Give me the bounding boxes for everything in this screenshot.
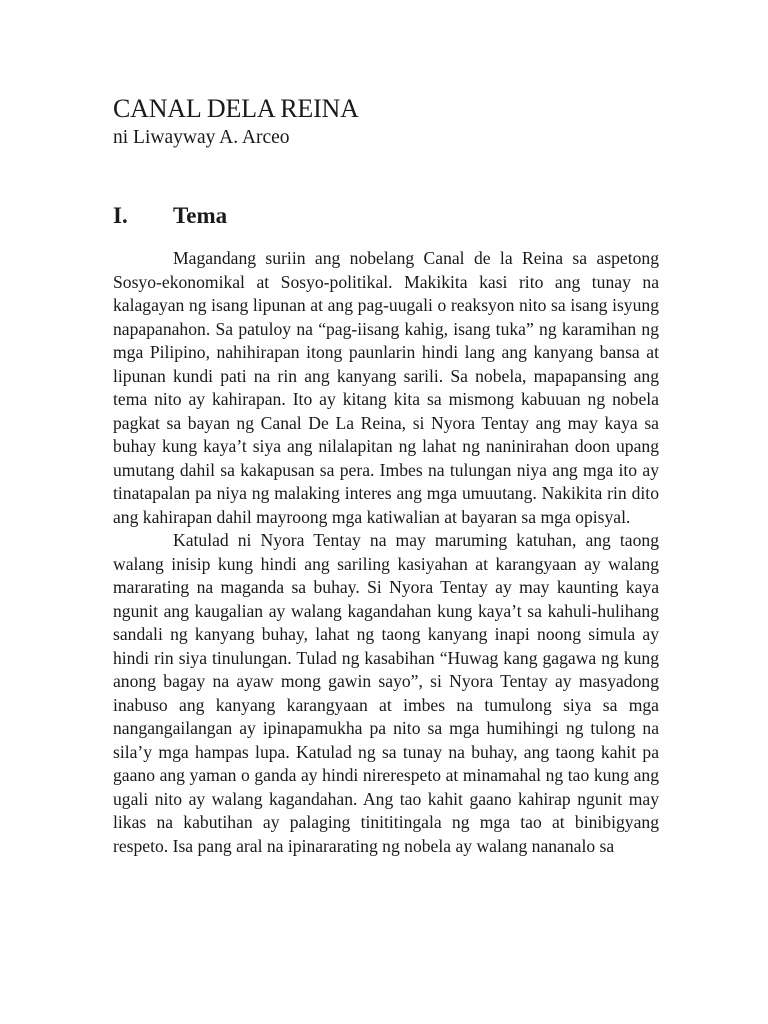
author-line: ni Liwayway A. Arceo xyxy=(113,127,290,148)
section-title: Tema xyxy=(173,203,228,228)
document-title: CANAL DELA REINA xyxy=(113,94,359,123)
body-text xyxy=(113,247,659,858)
paragraph-2: Katulad ni Nyora Tentay na may maruming katuhan, ang taong walang inisip kung hindi ang sariling kasiyahan at karangyaan ay walang mararating na maganda sa buhay. Si Nyora Tentay ay may kaunting kaya ngunit ang kaugalian ay walang kagandahan kung kaya’t sa kahuli-hulihang sandali ng kanyang buhay, lahat ng taong kanyang inapi noong simula ay hindi rin siya tinulungan. Tulad ng kasabihan “Huwag kang gagawa ng kung anong bagay na ayaw mong gawin sayo”, si Nyora Tentay ay masyadong inabuso ang kanyang karangyaan at imbes na tumulong siya sa mga nangangailangan ay ipinapamukha pa nito sa mga humihingi ng tulong na sila’y mga hampas lupa. Katulad ng sa tunay na buhay, ang taong kahit pa gaano ang yaman o ganda ay hindi nirerespeto at minamahal ng tao kung ang ugali nito ay walang kagandahan. Ang tao kahit gaano kahirap ngunit may likas na kabutihan ay palaging tinititingala ng mga tao at binibigyang respeto. Isa pang aral na ipinararating ng nobela ay walang nananalo sa xyxy=(113,530,659,856)
paragraph-1: Magandang suriin ang nobelang Canal de la Reina sa aspetong Sosyo-ekonomikal at Sosyo-politikal. Makikita kasi rito ang tunay na kalagayan ng isang lipunan at ang pag-uugali o reaksyon nito sa isang isyung napapanahon. Sa patuloy na “pag-iisang kahig, isang tuka” ng karamihan ng mga Pilipino, nahihirapan itong paunlarin hindi lang ang kanyang bansa at lipunan kundi pati na rin ang kanyang sarili. Sa nobela, mapapansing ang tema nito ay kahirapan. Ito ay kitang kita sa mismong kabuuan ng nobela pagkat sa bayan ng Canal De La Reina, si Nyora Tentay ang may kaya sa buhay kung kaya’t siya ang nilalapitan ng lahat ng naninirahan doon upang umutang dahil sa kakapusan sa pera. Imbes na tulungan niya ang mga ito ay tinatapalan pa niya ng malaking interes ang mga umuutang. Nakikita rin dito ang kahirapan dahil mayroong mga katiwalian at bayaran sa mga opisyal. xyxy=(113,248,659,527)
section-heading xyxy=(113,201,227,231)
section-number: I. xyxy=(113,203,128,228)
